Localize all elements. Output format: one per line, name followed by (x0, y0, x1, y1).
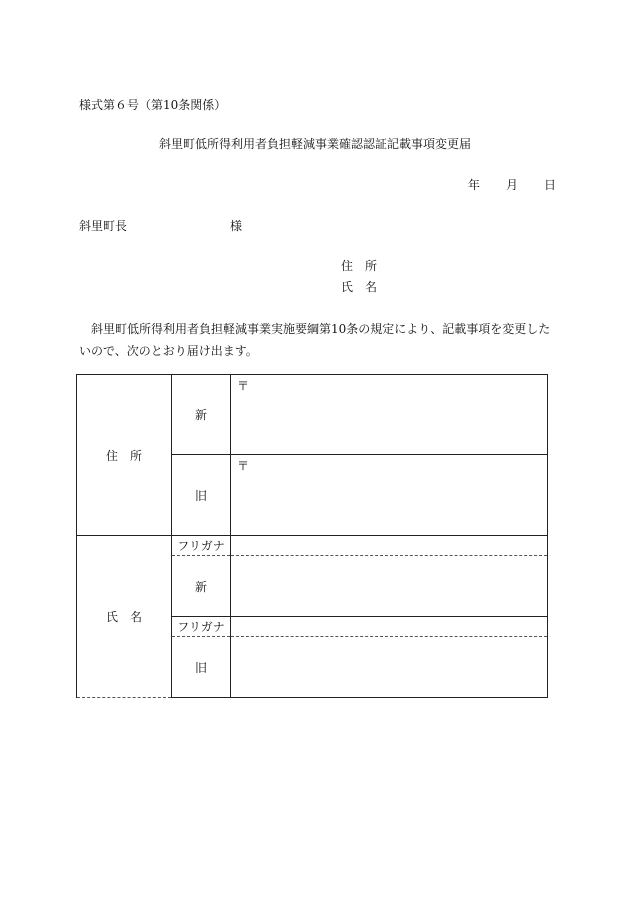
postal-mark-icon: 〒 (237, 459, 250, 473)
furigana-new-label: フリガナ (172, 536, 231, 556)
applicant-address-label: 住 所 (341, 259, 378, 273)
furigana-new-field[interactable] (231, 536, 548, 556)
recipient-name: 斜里町長 (79, 219, 128, 233)
declaration-text: 斜里町低所得利用者負担軽減事業実施要綱第10条の規定により、記載事項を変更したいので、次のとおり届け出ます。 (79, 322, 551, 358)
furigana-old-label: フリガナ (172, 617, 231, 637)
name-new-label: 新 (172, 556, 231, 617)
date-line (468, 178, 556, 192)
applicant-name-label: 氏 名 (341, 280, 378, 294)
change-table (76, 374, 548, 698)
postal-mark-icon: 〒 (237, 379, 250, 393)
name-new-field[interactable] (231, 556, 548, 617)
address-new-label: 新 (172, 375, 231, 455)
form-number: 様式第６号（第10条関係） (79, 98, 227, 112)
furigana-old-field[interactable] (231, 617, 548, 637)
address-old-field[interactable] (231, 455, 548, 536)
name-old-label: 旧 (172, 637, 231, 698)
document-title: 斜里町低所得利用者負担軽減事業確認認証記載事項変更届 (158, 137, 471, 151)
date-month-label: 月 (506, 178, 519, 192)
address-row-label: 住 所 (77, 375, 172, 536)
address-old-label: 旧 (172, 455, 231, 536)
date-day-label: 日 (544, 178, 557, 192)
name-row-label: 氏 名 (77, 536, 172, 698)
address-new-field[interactable] (231, 375, 548, 455)
recipient-honorific: 様 (230, 219, 243, 233)
name-old-field[interactable] (231, 637, 548, 698)
date-year-label: 年 (468, 178, 481, 192)
